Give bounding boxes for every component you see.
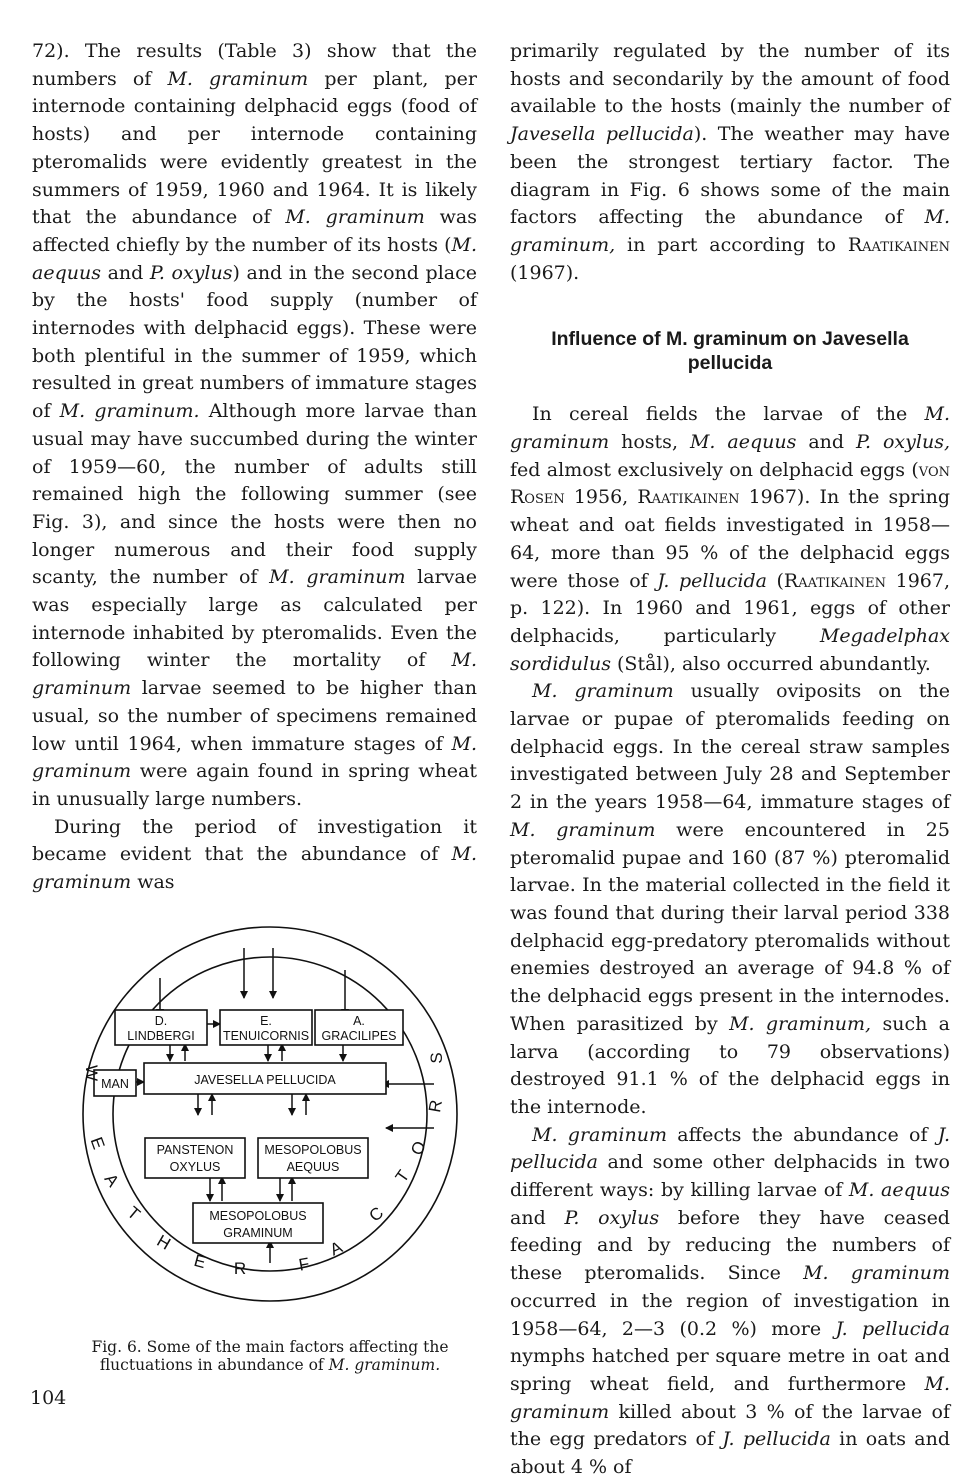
ring-letter-r2: R	[425, 1098, 446, 1114]
label-panstenon: PANSTENON	[156, 1143, 234, 1157]
label-mesopolobus-aequus-genus: MESOPOLOBUS	[264, 1143, 362, 1157]
label-oxylus: OXYLUS	[169, 1160, 221, 1174]
section-heading: Influence of M. graminum on Javesella pellucida	[551, 328, 909, 375]
caption-text: Fig. 6. Some of the main factors affecting the fluctuations in abundance of	[91, 1337, 449, 1374]
ring-letter-f: F	[297, 1254, 311, 1275]
ring-letter-h: H	[153, 1231, 174, 1254]
label-gracilipes-genus: A.	[353, 1014, 365, 1028]
label-lindbergi-species: LINDBERGI	[127, 1029, 195, 1043]
label-lindbergi-genus: D.	[154, 1014, 168, 1028]
weather-factors-diagram	[60, 918, 460, 1368]
ring-letter-t1: T	[123, 1202, 144, 1224]
left-paragraph-2: During the period of investigation it became evident that the abundance of M. graminum was	[32, 815, 477, 894]
label-man: MAN	[101, 1077, 129, 1091]
ring-letter-a2: A	[327, 1237, 346, 1260]
figure-6-diagram	[60, 918, 460, 1368]
label-mesopolobus-graminum-genus: MESOPOLOBUS	[209, 1209, 307, 1223]
label-tenuicornis-genus: E.	[260, 1014, 272, 1028]
ring-letter-t2: T	[391, 1166, 414, 1186]
label-graminum: GRAMINUM	[223, 1226, 293, 1240]
right-column	[510, 38, 950, 1482]
right-paragraph-continued: primarily regulated by the number of its hosts and secondarily by the amount of food available to the hosts (mainly the number of Javesella pellucida). The weather may have been the strongest tertiary factor. The diagram in Fig. 6 shows some of the main factors affecting the abundance of M. graminum, in part according to Raatikainen (1967).	[510, 40, 950, 284]
ring-letter-s: S	[427, 1052, 446, 1064]
label-gracilipes-species: GRACILIPES	[321, 1029, 397, 1043]
label-tenuicornis-species: TENUICORNIS	[222, 1029, 310, 1043]
right-paragraph-3: M. graminum affects the abundance of J. pellucida and some other delphacids in two different ways: by killing larvae of M. aequus and P. oxylus before they have ceased feeding and by reducing the numbers of these pteromalids. Since M. graminum occurred in the region of investigation in 1958—64, 2—3 (0.2 %) more J. pellucida nymphs hatched per square metre in oat and spring wheat field, and furthermore M. graminum killed about 3 % of the larvae of the egg predators of J. pellucida in oats and about 4 % of	[510, 1123, 950, 1479]
ring-letter-o: O	[407, 1138, 430, 1159]
left-paragraph-1: 72). The results (Table 3) show that the numbers of M. graminum per plant, per internode containing delphacid eggs (food of hosts) and per internode containing pteromalids were evidently greatest in the summers of 1959, 1960 and 1964. It is likely that the abundance of M. graminum was affected chiefly by the number of its hosts (M. aequus and P. oxylus) and in the second place by the hosts' food supply (number of internodes with delphacid eggs). These were both plentiful in the summer of 1959, which resulted in great numbers of immature stages of M. graminum. Although more larvae than usual may have succumbed during the winter of 1959—60, the number of adults still remained high the following summer (see Fig. 3), and since the hosts were then no longer numerous and their food supply scanty, the number of M. graminum larvae was especially large as calculated per internode inhabited by pteromalids. Even the following winter the mortality of M. graminum larvae seemed to be higher than usual, so the number of specimens remained low until 1964, when immature stages of M. graminum were again found in spring wheat in unusually large numbers.	[32, 40, 478, 810]
ring-letter-r1: R	[233, 1259, 247, 1278]
right-paragraph-2: M. graminum usually oviposits on the larvae or pupae of pteromalids feeding on delphacid eggs. In the cereal straw samples investigated between July 28 and September 2 in the years 1958—64, immature stages of M. graminum were encountered in 25 pteromalid pupae and 160 (87 %) pteromalid larvae. In the material collected in the field it was found that during their larval period 338 delphacid egg-predatory pteromalids without enemies destroyed an average of 94.8 % of the delphacid eggs present in the internodes. When parasitized by M. graminum, such a larva (according to 79 observations) destroyed 91.1 % of the delphacid eggs in the internode.	[510, 680, 951, 1118]
figure-caption	[80, 1338, 460, 1374]
caption-species: M. graminum.	[328, 1355, 441, 1374]
page-number: 104	[30, 1387, 67, 1409]
ring-letter-a1: A	[100, 1170, 123, 1191]
label-aequus: AEQUUS	[286, 1160, 340, 1174]
ring-letter-c: C	[365, 1203, 388, 1226]
ring-letter-w: W	[82, 1064, 101, 1082]
label-javesella-pellucida: JAVESELLA PELLUCIDA	[194, 1073, 336, 1087]
ring-letter-e2: E	[191, 1250, 208, 1273]
left-column	[32, 38, 477, 897]
ring-letter-e1: E	[86, 1134, 109, 1152]
right-paragraph-1: In cereal fields the larvae of the M. graminum hosts, M. aequus and P. oxylus, fed almost exclusively on delphacid eggs (von Rosen 1956, Raatikainen 1967). In the spring wheat and oat fields investigated in 1958—64, more than 95 % of the delphacid eggs were those of J. pellucida (Raatikainen 1967, p. 122). In 1960 and 1961, eggs of other delphacids, particularly Megadelphax sordidulus (Stål), also occurred abundantly.	[510, 403, 950, 675]
